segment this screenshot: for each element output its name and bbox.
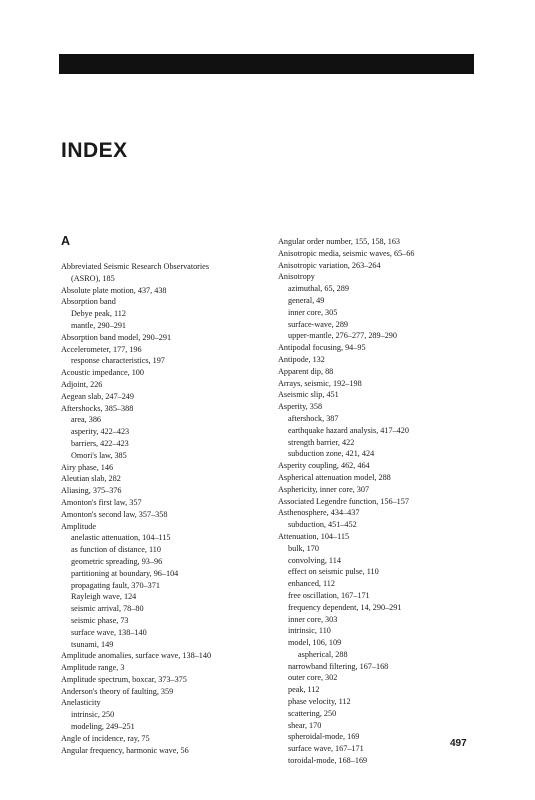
index-entry: peak, 112 — [288, 685, 320, 695]
index-entry: model, 106, 109 — [288, 638, 342, 648]
index-entry: Angle of incidence, ray, 75 — [61, 733, 150, 743]
index-entry: shear, 170 — [288, 720, 322, 730]
index-entry: scattering, 250 — [288, 708, 337, 718]
index-entry: Anisotropy — [278, 272, 315, 282]
index-entry: modeling, 249–251 — [71, 722, 135, 732]
index-entry: Amonton's second law, 357–358 — [61, 509, 168, 519]
index-entry: bulk, 170 — [288, 543, 319, 553]
index-entry: Anderson's theory of faulting, 359 — [61, 686, 174, 696]
index-entry: Absorption band — [61, 297, 116, 307]
index-entry: intrinsic, 250 — [71, 710, 115, 720]
index-entry: Asperity coupling, 462, 464 — [278, 461, 370, 471]
index-entry: toroidal-mode, 168–169 — [288, 756, 368, 766]
index-entry: asperity, 422–423 — [71, 427, 130, 437]
index-entry: outer core, 302 — [288, 673, 338, 683]
index-entry: Antipode, 132 — [278, 354, 325, 364]
index-entry: intrinsic, 110 — [288, 626, 331, 636]
index-entry: (ASRO), 185 — [71, 273, 115, 283]
index-entry: enhanced, 112 — [288, 579, 335, 589]
index-entry: Acoustic impedance, 100 — [61, 368, 144, 378]
index-entry: Amplitude anomalies, surface wave, 138–140 — [61, 651, 212, 661]
page-number: 497 — [450, 738, 467, 749]
index-entry: seismic arrival, 78–80 — [71, 604, 144, 614]
index-column-right — [278, 236, 478, 767]
index-entry: frequency dependent, 14, 290–291 — [288, 602, 402, 612]
section-letter: A — [61, 234, 71, 248]
index-entry: aspherical, 288 — [298, 649, 348, 659]
index-entry: upper-mantle, 276–277, 289–290 — [288, 331, 397, 341]
index-entry: Arrays, seismic, 192–198 — [278, 378, 362, 388]
index-entry: Amonton's first law, 357 — [61, 497, 142, 507]
index-entry: surface wave, 167–171 — [288, 744, 364, 754]
header-bar — [59, 54, 474, 74]
index-entry: mantle, 290–291 — [71, 320, 127, 330]
index-entry: phase velocity, 112 — [288, 697, 351, 707]
index-entry: barriers, 422–423 — [71, 438, 129, 448]
index-entry: Aegean slab, 247–249 — [61, 391, 134, 401]
index-entry: Debye peak, 112 — [71, 309, 126, 319]
index-entry: narrowband filtering, 167–168 — [288, 661, 389, 671]
index-entry: subduction, 451–452 — [288, 520, 357, 530]
index-entry: azimuthal, 65, 289 — [288, 284, 349, 294]
index-entry: Airy phase, 146 — [61, 462, 114, 472]
index-entry: Asthenosphere, 434–437 — [278, 508, 360, 518]
index-entry: surface wave, 138–140 — [71, 627, 147, 637]
index-entry: geometric spreading, 93–96 — [71, 556, 163, 566]
index-column-left — [61, 261, 266, 756]
index-entry: propagating fault, 370–371 — [71, 580, 160, 590]
index-entry: Anelasticity — [61, 698, 101, 708]
index-entry: tsunami, 149 — [71, 639, 114, 649]
index-entry: Angular order number, 155, 158, 163 — [278, 237, 401, 246]
index-entry: Aleutian slab, 282 — [61, 474, 121, 484]
index-entry: as function of distance, 110 — [71, 545, 161, 555]
index-entry: inner core, 305 — [288, 307, 338, 317]
index-entry: Associated Legendre function, 156–157 — [278, 496, 409, 506]
index-entry: general, 49 — [288, 295, 325, 305]
index-entry: spheroidal-mode, 169 — [288, 732, 360, 742]
index-entry: Rayleigh wave, 124 — [71, 592, 137, 602]
index-entry: Asphericity, inner core, 307 — [278, 484, 370, 494]
index-entry: Amplitude spectrum, boxcar, 373–375 — [61, 674, 187, 684]
index-entry: Apparent dip, 88 — [278, 366, 334, 376]
index-entry: Asperity, 358 — [278, 402, 323, 412]
index-entry: Anisotropic media, seismic waves, 65–66 — [278, 248, 415, 258]
index-entry: aftershock, 387 — [288, 413, 339, 423]
index-entry: Adjoint, 226 — [61, 379, 103, 389]
index-entry: convolving, 114 — [288, 555, 341, 565]
index-entry: effect on seismic pulse, 110 — [288, 567, 379, 577]
index-entry: Absolute plate motion, 437, 438 — [61, 285, 167, 295]
index-entry: Antipodal focusing, 94–95 — [278, 343, 366, 353]
index-entry: Abbreviated Seismic Research Observatories — [61, 262, 210, 271]
index-entry: strength barrier, 422 — [288, 437, 355, 447]
index-entry: subduction zone, 421, 424 — [288, 449, 375, 459]
index-entry: Aspherical attenuation model, 288 — [278, 472, 391, 482]
index-entry: free oscillation, 167–171 — [288, 590, 370, 600]
index-entry: Absorption band model, 290–291 — [61, 332, 172, 342]
index-entry: inner core, 303 — [288, 614, 338, 624]
index-entry: Angular frequency, harmonic wave, 56 — [61, 745, 189, 755]
index-entry: response characteristics, 197 — [71, 356, 165, 366]
index-entry: area, 386 — [71, 415, 102, 425]
index-entry: earthquake hazard analysis, 417–420 — [288, 425, 409, 435]
index-entry: Aliasing, 375–376 — [61, 486, 122, 496]
index-entry: surface-wave, 289 — [288, 319, 349, 329]
index-entry: Amplitude — [61, 521, 97, 531]
index-entry: Accelerometer, 177, 196 — [61, 344, 142, 354]
index-entry: Amplitude range, 3 — [61, 663, 125, 673]
index-entry: partitioning at boundary, 96–104 — [71, 568, 179, 578]
index-entry: Aftershocks, 385–388 — [61, 403, 134, 413]
page-title: INDEX — [61, 139, 128, 162]
index-entry: Aseismic slip, 451 — [278, 390, 339, 400]
index-entry: Omori's law, 385 — [71, 450, 127, 460]
index-entry: anelastic attenuation, 104–115 — [71, 533, 171, 543]
index-entry: Anisotropic variation, 263–264 — [278, 260, 381, 270]
index-entry: Attenuation, 104–115 — [278, 531, 350, 541]
index-entry: seismic phase, 73 — [71, 615, 129, 625]
